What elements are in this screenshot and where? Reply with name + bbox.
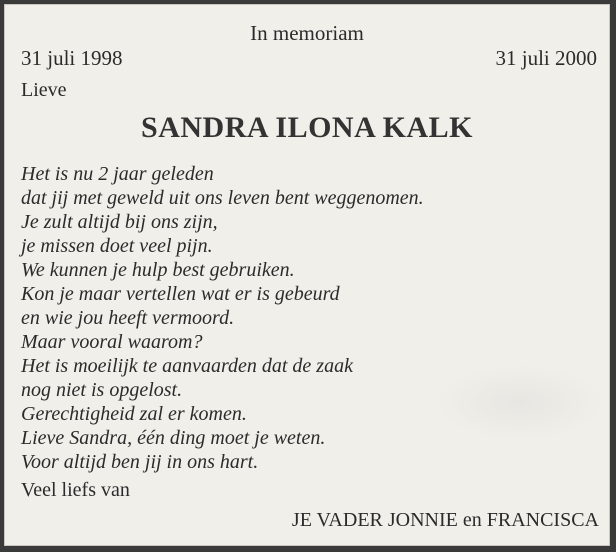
- poem-line: Maar vooral waarom?: [21, 331, 203, 353]
- memorial-notice: [4, 4, 610, 546]
- salutation: Lieve: [21, 79, 67, 101]
- poem-line: Het is moeilijk te aanvaarden dat de zaak: [21, 355, 353, 377]
- poem-line: en wie jou heeft vermoord.: [21, 307, 235, 329]
- poem-line: Het is nu 2 jaar geleden: [21, 163, 214, 185]
- signature: JE VADER JONNIE en FRANCISCA: [291, 509, 599, 531]
- closing-line: Veel liefs van: [21, 479, 130, 501]
- poem: [21, 162, 424, 474]
- poem-line: Gerechtigheid zal er komen.: [21, 403, 247, 425]
- memorial-date: 31 juli 2000: [495, 46, 597, 70]
- poem-line: We kunnen je hulp best gebruiken.: [21, 259, 295, 281]
- poem-line: Kon je maar vertellen wat er is gebeurd: [21, 283, 340, 305]
- print-bleed-stain: [435, 365, 605, 440]
- poem-line: je missen doet veel pijn.: [21, 235, 213, 257]
- notice-heading: In memoriam: [250, 21, 364, 45]
- poem-line: Je zult altijd bij ons zijn,: [21, 211, 218, 233]
- poem-line: dat jij met geweld uit ons leven bent weggenomen.: [21, 187, 424, 209]
- birth-date: 31 juli 1998: [21, 46, 123, 70]
- deceased-name: SANDRA ILONA KALK: [141, 111, 473, 144]
- poem-line: nog niet is opgelost.: [21, 379, 183, 401]
- poem-line: Lieve Sandra, één ding moet je weten.: [21, 427, 326, 449]
- poem-line: Voor altijd ben jij in ons hart.: [21, 451, 259, 473]
